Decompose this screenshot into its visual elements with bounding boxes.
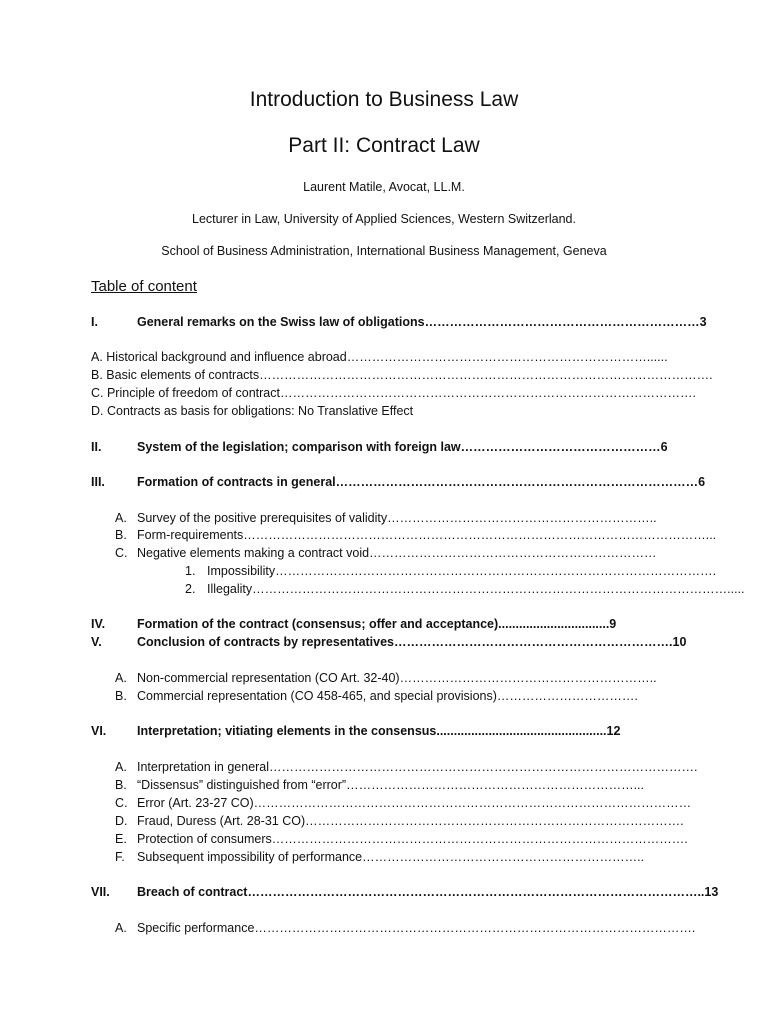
toc-entry-3c2[interactable] bbox=[185, 581, 745, 597]
toc-entry-6a[interactable] bbox=[115, 759, 698, 775]
toc-entry-number: 2. bbox=[185, 582, 196, 596]
toc-entry-number: IV. bbox=[91, 617, 106, 631]
toc-entry-number: 1. bbox=[185, 564, 196, 578]
toc-entry-number: III. bbox=[91, 475, 105, 489]
school-line: School of Business Administration, International Business Management, Geneva bbox=[161, 244, 607, 258]
toc-entry-text: Conclusion of contracts by representatives………………………………………………………….10 bbox=[137, 635, 687, 649]
toc-entry-number: C. bbox=[115, 546, 128, 560]
toc-entry-text: Negative elements making a contract void…………………………………………………………… bbox=[137, 546, 657, 560]
toc-entry-section-2[interactable] bbox=[91, 439, 681, 455]
toc-entry-text: Commercial representation (CO 458-465, and special provisions)……………………………. bbox=[137, 689, 638, 703]
toc-entry-6f[interactable] bbox=[115, 849, 675, 865]
toc-entry-number: I. bbox=[91, 315, 98, 329]
toc-entry-number: A. bbox=[115, 921, 127, 935]
toc-entry-number: A. bbox=[115, 760, 127, 774]
document-part-title: Part II: Contract Law bbox=[288, 134, 480, 157]
toc-heading: Table of content bbox=[91, 278, 197, 295]
toc-entry-number: A. bbox=[115, 671, 127, 685]
affiliation-line: Lecturer in Law, University of Applied Sciences, Western Switzerland. bbox=[192, 212, 576, 226]
toc-entry-text: Error (Art. 23-27 CO)…………………………………………………………………………………………… bbox=[137, 796, 692, 810]
toc-entry-1b[interactable]: B. Basic elements of contracts………………………………………………………………………………………………. bbox=[91, 368, 713, 382]
toc-entry-3a[interactable] bbox=[115, 510, 675, 526]
toc-entry-text: Interpretation in general…………………………………………………………………………………………. bbox=[137, 760, 698, 774]
toc-entry-text: “Dissensus” distinguished from “error”……………………………………………………………... bbox=[137, 778, 645, 792]
toc-entry-number: E. bbox=[115, 832, 127, 846]
toc-entry-6e[interactable] bbox=[115, 831, 688, 847]
toc-entry-number: VII. bbox=[91, 885, 110, 899]
toc-entry-number: V. bbox=[91, 635, 102, 649]
toc-entry-text: Illegality……………………………………………………………………………………………………..... bbox=[207, 582, 745, 596]
toc-entry-text: Specific performance……………………………………………………………………………………………. bbox=[137, 921, 696, 935]
toc-entry-number: II. bbox=[91, 440, 102, 454]
toc-entry-number: B. bbox=[115, 689, 127, 703]
toc-entry-text: Formation of the contract (consensus; offer and acceptance)................................9 bbox=[137, 617, 617, 631]
toc-entry-number: B. bbox=[115, 778, 127, 792]
document-title: Introduction to Business Law bbox=[249, 88, 519, 111]
toc-entry-text: Subsequent impossibility of performance………………………………………………………….. bbox=[137, 850, 645, 864]
toc-entry-text: Impossibility……………………………………………………………………………………………. bbox=[207, 564, 717, 578]
toc-entry-text: General remarks on the Swiss law of obligations…………………………………………………………3 bbox=[137, 315, 707, 329]
toc-entry-3c[interactable] bbox=[115, 545, 675, 561]
toc-entry-6c[interactable] bbox=[115, 795, 692, 811]
toc-entry-section-5[interactable] bbox=[91, 634, 687, 650]
toc-entry-5b[interactable] bbox=[115, 688, 675, 704]
toc-entry-7a[interactable] bbox=[115, 920, 696, 936]
toc-entry-section-6[interactable] bbox=[91, 723, 681, 739]
toc-entry-section-4[interactable] bbox=[91, 616, 681, 632]
toc-entry-number: F. bbox=[115, 850, 125, 864]
toc-entry-5a[interactable] bbox=[115, 670, 675, 686]
toc-entry-number: B. bbox=[115, 528, 127, 542]
author-line: Laurent Matile, Avocat, LL.M. bbox=[303, 180, 465, 194]
toc-entry-text: Form-requirements…………………………………………………………………………………………………... bbox=[137, 528, 717, 542]
toc-entry-6d[interactable] bbox=[115, 813, 684, 829]
toc-entry-text: Formation of contracts in general……………………………………………………………………………6 bbox=[137, 475, 706, 489]
toc-entry-text: Non-commercial representation (CO Art. 32-40)…………………………………………………….. bbox=[137, 671, 657, 685]
toc-entry-section-1[interactable] bbox=[91, 314, 707, 330]
toc-entry-number: VI. bbox=[91, 724, 107, 738]
toc-entry-text: Breach of contract………………………………………………………………………………………………..13 bbox=[137, 885, 719, 899]
toc-entry-number: C. bbox=[115, 796, 128, 810]
toc-entry-text: Fraud, Duress (Art. 28-31 CO)………………………………………………………………………………. bbox=[137, 814, 684, 828]
toc-entry-3b[interactable] bbox=[115, 527, 717, 543]
toc-entry-number: D. bbox=[115, 814, 128, 828]
toc-entry-1a[interactable]: A. Historical background and influence abroad………………………………………………………………...... bbox=[91, 350, 668, 364]
toc-entry-6b[interactable] bbox=[115, 777, 675, 793]
toc-entry-section-7[interactable] bbox=[91, 884, 719, 900]
toc-entry-1d[interactable]: D. Contracts as basis for obligations: No Translative Effect bbox=[91, 404, 414, 418]
toc-entry-text: Protection of consumers………………………………………………………………………………………. bbox=[137, 832, 688, 846]
toc-entry-number: A. bbox=[115, 511, 127, 525]
toc-entry-1c[interactable]: C. Principle of freedom of contract………………………………………………………………………………………. bbox=[91, 386, 696, 400]
toc-entry-3c1[interactable] bbox=[185, 563, 717, 579]
toc-entry-text: System of the legislation; comparison with foreign law…………………………………………6 bbox=[137, 440, 668, 454]
toc-entry-text: Interpretation; vitiating elements in the consensus.................................................12 bbox=[137, 724, 621, 738]
toc-entry-section-3[interactable] bbox=[91, 474, 706, 490]
toc-entry-text: Survey of the positive prerequisites of validity……………………………………………………….. bbox=[137, 511, 657, 525]
